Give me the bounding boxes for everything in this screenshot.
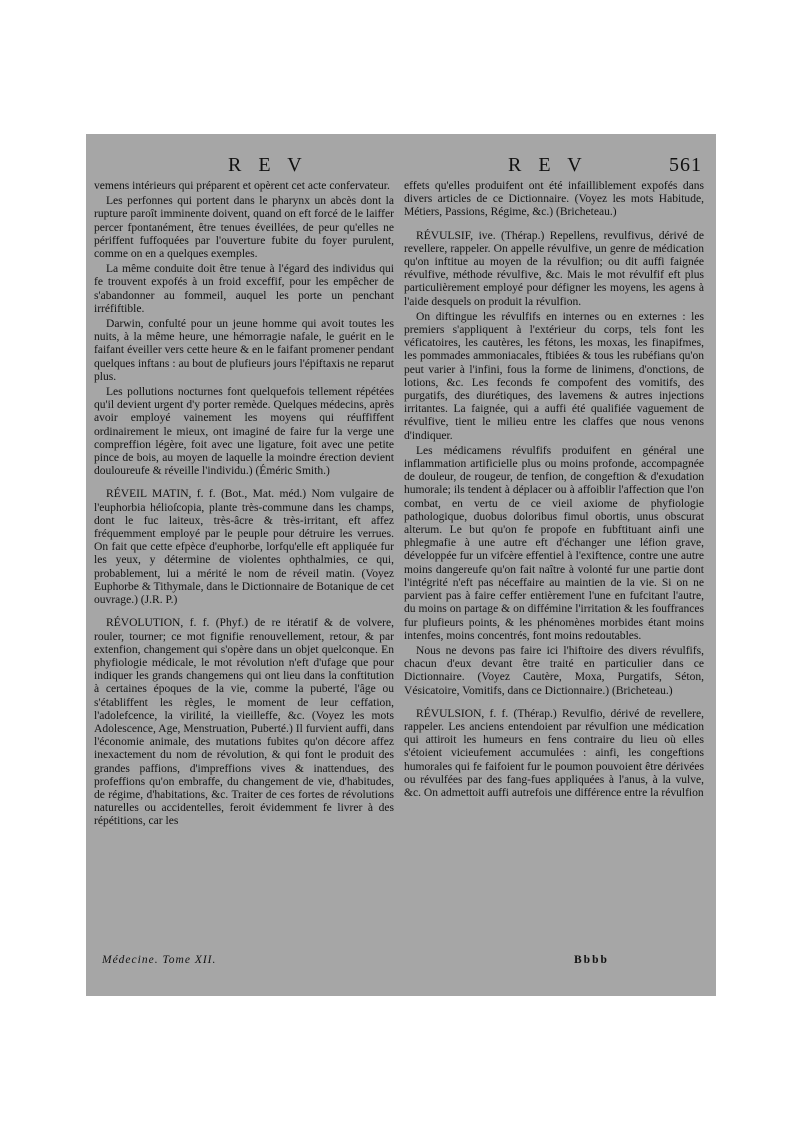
paragraph: vemens intérieurs qui préparent et opèrent cet acte confervateur. [94, 180, 390, 192]
scanned-page [86, 134, 716, 996]
entry-reveil-matin: RÉVEIL MATIN, f. f. (Bot., Mat. méd.) Nom vulgaire de l'euphorbia hélioſcopia, plante très-commune dans les champs, dont le fuc laiteux, très-âcre & très-irritant, eft affez fréquemment employé par le peuple pour détruire les verrues. On fait que cette efpèce d'euphorbe, lorfqu'elle eft appliquée fur les yeux, y détermine de violentes ophthalmies, ce qui, probablement, lui a mérité le nom de réveil matin. (Voyez Euphorbe & Tithymale, dans le Dictionnaire de Botanique de cet ouvrage.) (J.R. P.) [94, 488, 394, 607]
signature-mark: Bbbb [574, 954, 609, 966]
paragraph: On diftingue les révulfifs en internes ou en externes : les premiers s'appliquent à l'extérieur du corps, tels font les véficatoires, les cautères, les fétons, les moxas, les finapifmes, les pommades ammoniacales, ftibiées & tous les rubéfians qu'on peut varier à l'infini, fous la forme de linimens, d'onctions, de lotions, &c. Les feconds fe compofent des vomitifs, des purgatifs, des diurétiques, des lavemens & autres injections irritantes. La faignée, qui a auffi été qualifiée vaguement de révulfive, tient le milieu entre les claffes que nous venons d'indiquer. [404, 310, 704, 442]
volume-label: Médecine. Tome XII. [102, 954, 217, 966]
page-footer [94, 954, 706, 968]
entry-revulsif: RÉVULSIF, ive. (Thérap.) Repellens, revulfivus, dérivé de revellere, rappeler. On appelle révulfive, un genre de médication qu'on inftitue au moyen de la révulfion; ou dit auffi faignée révulfive, méthode révulfive, &c. Mais le mot révulfif eft plus particulièrement employé pour défigner les moyens, les agens à l'aide desquels on produit la révulfion. [404, 229, 704, 308]
paragraph: La même conduite doit être tenue à l'égard des individus qui fe trouvent expofés à un froid exceffif, pour les empêcher de s'abandonner au fommeil, auquel les porte un penchant irréfiftible. [94, 263, 394, 315]
running-header [86, 154, 716, 178]
paragraph: Les médicamens révulfifs produifent en général une inflammation artificielle plus ou moins profonde, accompagnée de douleur, de rougeur, de tenfion, de congeftion & d'exudation humorale; ils tendent à déplacer ou à affoiblir l'affection que l'on combat, en vertu de ce vieil axiome de phyfiologie pathologique, duobus doloribus fimul obortis, unus obscurat alterum. Le but qu'on fe propofe en fubftituant ainfi une phlegmafie à une autre eft d'échanger une léfion grave, développée fur un vifcère effentiel à l'exiftence, contre une autre moins dangereufe qu'on fait naître à volonté fur une partie dont l'intégrité n'eft pas néceffaire au maintien de la vie. Si on ne parvient pas à faire ceffer entièrement l'une en fufcitant l'autre, du moins on partage & on diffémine l'irritation & les fouffrances fur plufieurs points, & les phénomènes morbides étant moins intenfes, moins concentrés, font moins redoutables. [404, 444, 704, 642]
paragraph: Darwin, confulté pour un jeune homme qui avoit toutes les nuits, à la même heure, une hémorragie nafale, le guérit en le faifant éveiller vers cette heure & en le faifant promener pendant quelques inftans : au bout de plufieurs jours l'épiftaxis ne reparut plus. [94, 318, 394, 383]
left-column [94, 180, 394, 831]
page-number: 561 [669, 154, 702, 176]
paragraph: effets qu'elles produifent ont été infailliblement expofés dans divers articles de ce Dictionnaire. (Voyez les mots Habitude, Métiers, Passions, Régime, &c.) (Bricheteau.) [404, 180, 704, 219]
paragraph: Les perfonnes qui portent dans le pharynx un abcès dont la rupture paroît imminente doivent, quand on eft forcé de le laiffer percer fpontanément, être tenues éveillées, de peur qu'elles ne périffent fuffoquées par l'ouverture fubite du foyer purulent, comme on en a quelques exemples. [94, 195, 394, 261]
right-running-head: R E V [508, 154, 588, 176]
right-column [404, 180, 704, 802]
entry-revulsion: RÉVULSION, f. f. (Thérap.) Revulfio, dérivé de revellere, rappeler. Les anciens entendoient par révulfion une médication qui attiroit les humeurs en fens contraire du lieu où elles s'étoient vicieufement accumulées : ainfi, les congeftions humorales qui fe faifoient fur le poumon pouvoient être dérivées ou révulfées par des fang-fues appliquées à l'anus, à la vulve, &c. On admettoit auffi autrefois une différence entre la révulfion [404, 707, 704, 799]
left-running-head: R E V [228, 154, 308, 176]
paragraph: Nous ne devons pas faire ici l'hiftoire des divers révulfifs, chacun d'eux devant être traité en particulier dans ce Dictionnaire. (Voyez Cautère, Moxa, Purgatifs, Séton, Vésicatoire, Vomitifs, dans ce Dictionnaire.) (Bricheteau.) [404, 644, 704, 697]
paragraph: Les pollutions nocturnes font quelquefois tellement répétées qu'il devient urgent d'y porter remède. Quelques médecins, après avoir employé vainement les moyens qui réuffiffent ordinairement le mieux, ont imaginé de faire fur la verge une compreffion légère, foit avec une ligature, foit avec une petite pince de bois, au moyen de laquelle la moindre érection devient douloureufe & réveille l'individu.) (Éméric Smith.) [94, 386, 394, 478]
entry-revolution: RÉVOLUTION, f. f. (Phyf.) de re itératif & de volvere, rouler, tourner; ce mot fignifie renouvellement, retour, & par extenfion, changement qui s'opère dans un objet quelconque. En phyfiologie médicale, le mot révolution n'eft d'ufage que pour indiquer les grands changemens qui ont lieu dans la conftitution à certaines époques de la vie, comme la puberté, l'âge ou s'établiffent les règles, le moment de leur ceffation, l'adolefcence, la virilité, la vieilleffe, &c. (Voyez les mots Adolescence, Age, Menstruation, Puberté.) Il furvient auffi, dans l'économie animale, des mutations fubites qu'on décore affez inexactement du nom de révolution, & qui font le produit des grandes paffions, d'impreffions vives & inattendues, des profeffions qu'on embraffe, du changement de vie, d'habitudes, de régime, d'habitations, &c. Traiter de ces fortes de révolutions naturelles ou accidentelles, feroit évidemment fe livrer à des répétitions, car les [94, 617, 394, 828]
